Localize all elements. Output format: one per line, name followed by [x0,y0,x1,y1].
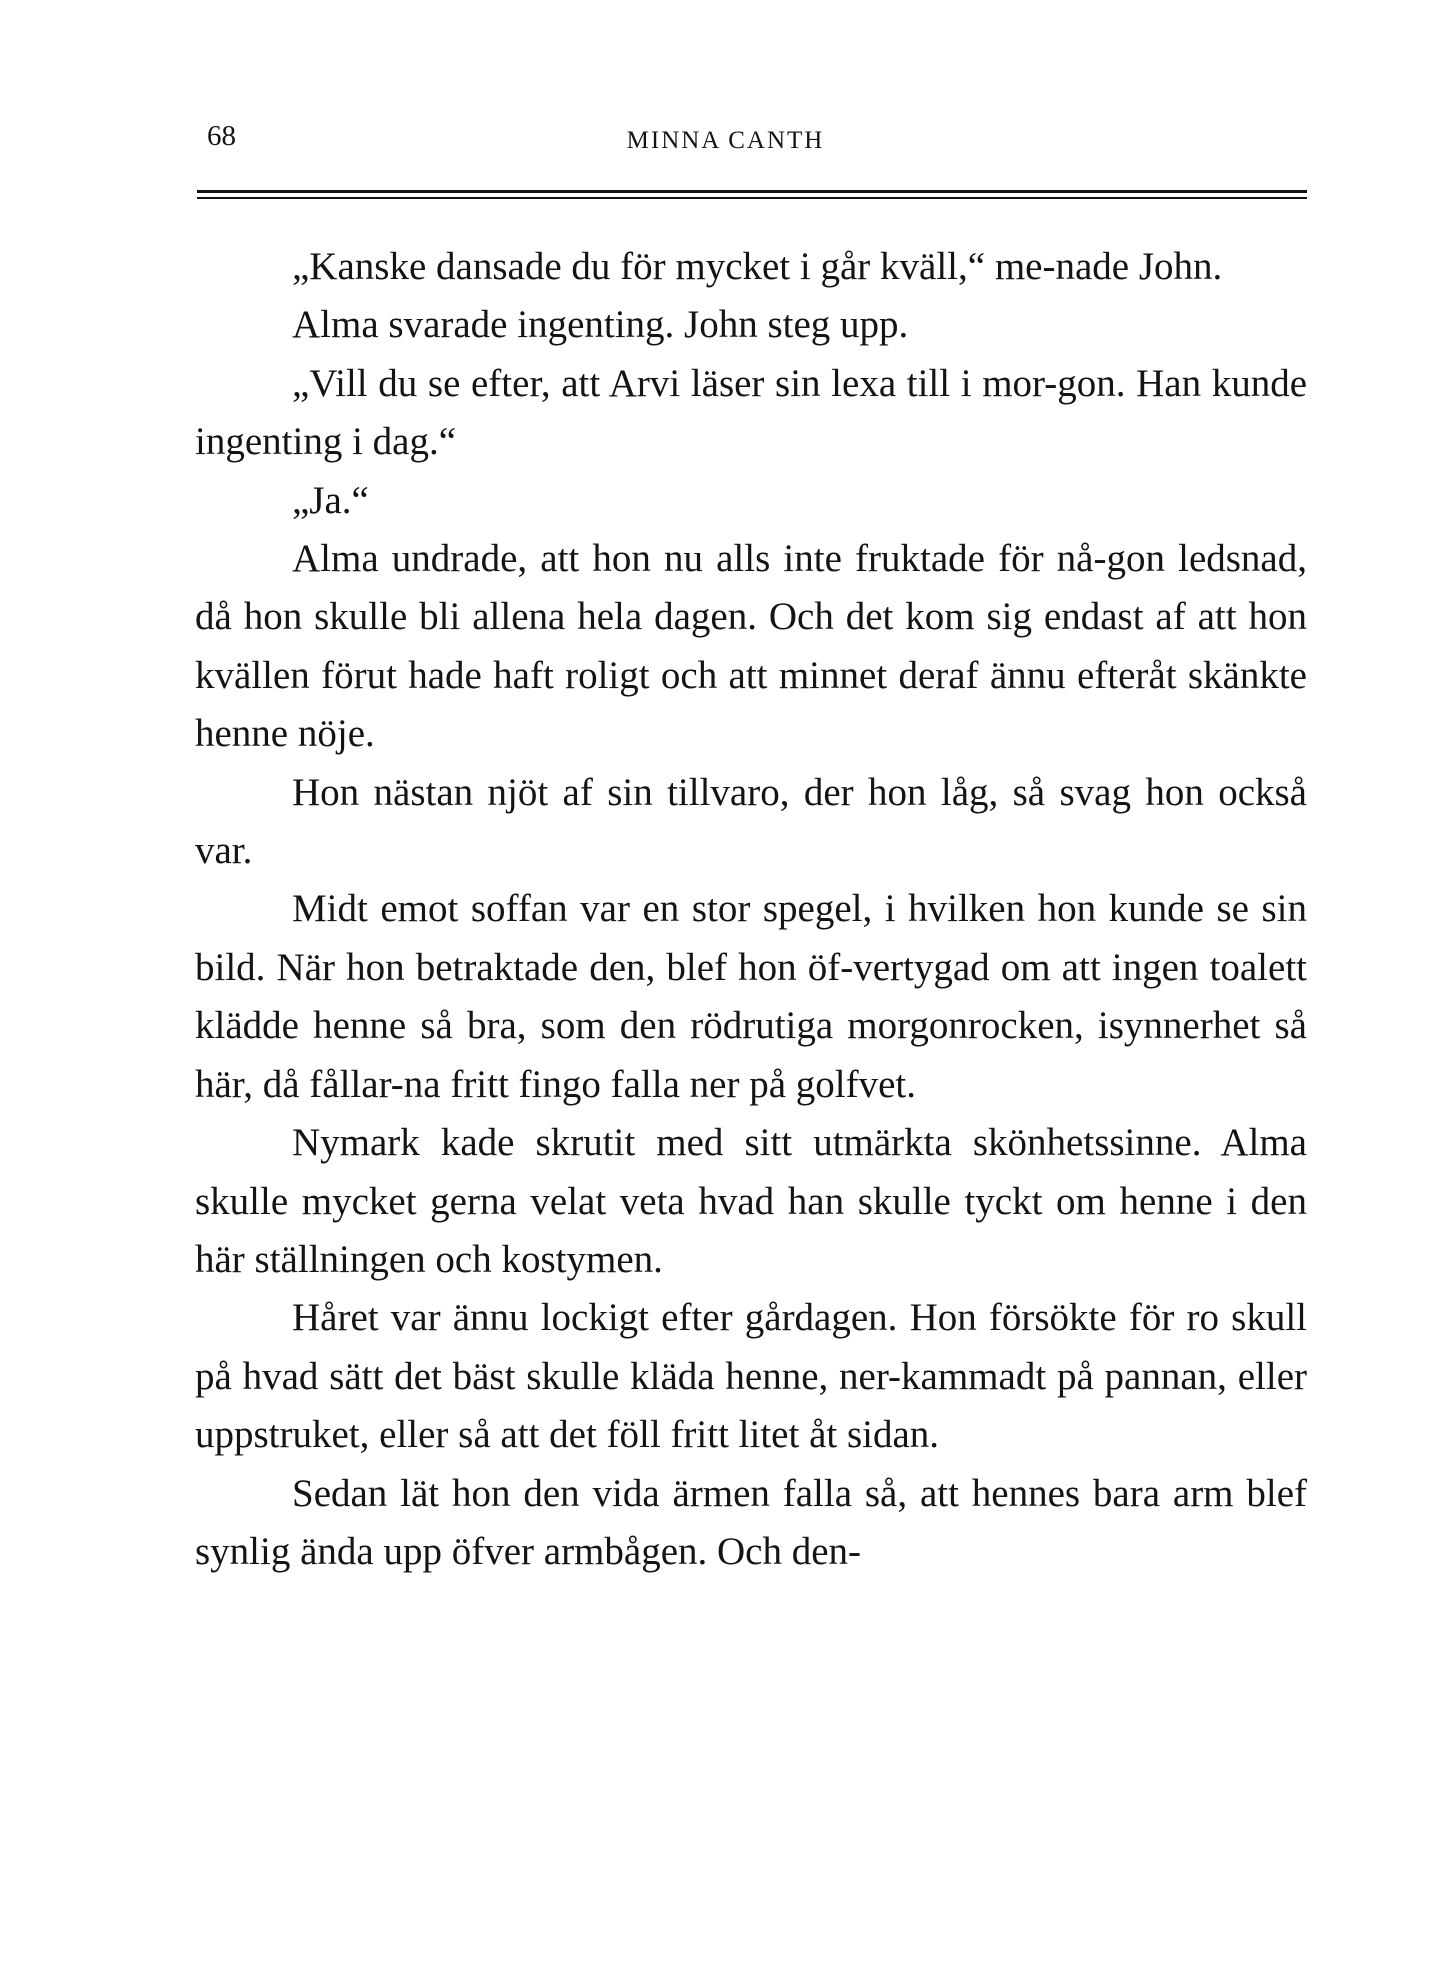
running-title: MINNA CANTH [626,127,825,154]
paragraph: „Vill du se efter, att Arvi läser sin lexa till i mor-gon. Han kunde ingenting i dag.“ [195,361,1307,464]
paragraph: Alma undrade, att hon nu alls inte fruktade för nå-gon ledsnad, då hon skulle bli allena hela dagen. Och det kom sig endast af att hon kvällen förut hade haft roligt och att minnet deraf ännu efteråt skänkte henne nöje. [195,537,1307,756]
page-number: 68 [207,120,236,152]
page-body [195,238,1307,1581]
paragraph: „Ja.“ [292,478,369,522]
paragraph: Alma svarade ingenting. John steg upp. [292,303,909,347]
paragraph: Håret var ännu lockigt efter gårdagen. Hon försökte för ro skull på hvad sätt det bäst skulle kläda henne, ner-kammadt på pannan, eller uppstruket, eller så att det föll fritt litet åt sidan. [195,1296,1307,1457]
header-rule [197,190,1307,199]
paragraph: Sedan lät hon den vida ärmen falla så, att hennes bara arm blef synlig ända upp öfver armbågen. Och den- [195,1471,1307,1573]
paragraph: Hon nästan njöt af sin tillvaro, der hon låg, så svag hon också var. [195,770,1307,873]
paragraph: Midt emot soffan var en stor spegel, i hvilken hon kunde se sin bild. När hon betraktade den, blef hon öf-vertygad om att ingen toalett klädde henne så bra, som den rödrutiga morgonrocken, isynnerhet så här, då fållar-na fritt fingo falla ner på golfvet. [195,887,1307,1106]
paragraph: „Kanske dansade du för mycket i går kväll,“ me-nade John. [292,245,1223,288]
paragraph: Nymark kade skrutit med sitt utmärkta skönhetssinne. Alma skulle mycket gerna velat veta hvad han skulle tyckt om henne i den här ställningen och kostymen. [195,1121,1307,1281]
